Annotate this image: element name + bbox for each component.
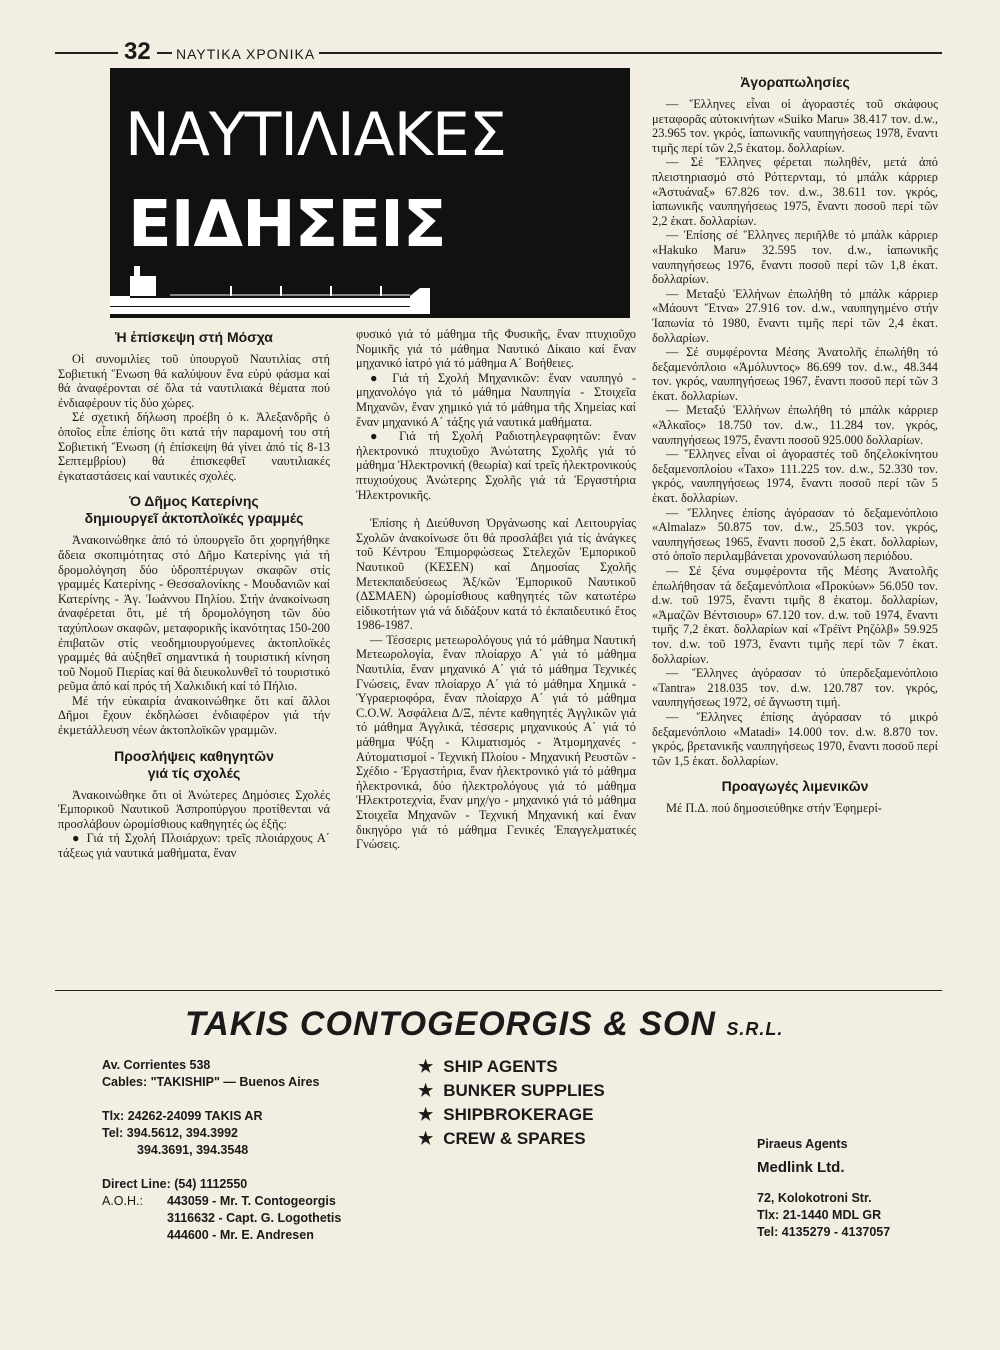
heading-katerini-line2: δημιουργεῖ ἀκτοπλοϊκές γραμμές (84, 510, 304, 527)
star-icon: ★ (418, 1081, 434, 1100)
heading-katerini-line1: Ὁ Δῆμος Κατερίνης (129, 493, 259, 510)
ad-service-label: BUNKER SUPPLIES (443, 1081, 605, 1100)
ad-company-name (185, 1005, 783, 1044)
star-icon: ★ (418, 1057, 434, 1076)
heading-katerini (58, 493, 330, 527)
ad-telephone1: Tel: 394.5612, 394.3992 (102, 1126, 238, 1140)
paragraph: — Ἕλληνες ἀγόρασαν τό ὑπερδεξαμενόπλοιο «Tantra» 218.035 τον. d.w. 120.787 τον. γκρός, ναυπηγήσεως 1972, σέ ἄγνωστη τιμή. (652, 666, 938, 710)
ad-service-item (418, 1079, 605, 1103)
ad-address-line2: Cables: "TAKISHIP" — Buenos Aires (102, 1075, 320, 1089)
bullet-paragraph: ● Γιά τή Σχολή Ραδιοτηλεγραφητῶν: ἕναν ἠλεκτρονικό πτυχιοῦχο Ἀνώτατης Σχολῆς γιά τό μάθημα Ἠλεκτρονική (θεωρία) καί τρεῖς ἠλεκτρονικούς πτυχιούχους Ἀνώτερης Σχολῆς γιά τά Ἐργαστήρια Ἠλεκτρονικῆς. (356, 429, 636, 502)
heading-teachers-line2: γιά τίς σχολές (147, 764, 241, 781)
ad-direct-line: Direct Line: (54) 1112550 (102, 1177, 248, 1191)
tanker-icon (110, 218, 630, 318)
ad-aoh-contact3: 444600 - Mr. E. Andresen (167, 1228, 314, 1242)
paragraph: — Ἕλληνες ἐπίσης ἀγόρασαν τό δεξαμενόπλοιο «Almalaz» 50.875 τον. d.w., 25.503 τον. γκρός, ναυπηγήσεως 1965, ἔναντι ποσοῦ 2,5 ἑκατ. δολλαρίων, στό ὁποῖο περιλαμβάνεται χρονοναύλωση περιόδου. (652, 505, 938, 564)
banner-line2: ΕΙΔΗΣΕΙΣ (128, 188, 446, 262)
paragraph: φυσικό γιά τό μάθημα τῆς Φυσικῆς, ἕναν πτυχιοῦχο Νομικῆς γιά τό μάθημα Ναυτικό Δίκαιο καί ἕναν μηχανικό ἰατρό γιά τό μάθημα Α΄ Βοήθειες. (356, 327, 636, 371)
paragraph: — Σέ ξένα συμφέροντα τῆς Μέσης Ἀνατολῆς ἐπωλήθησαν τά δεξαμενόπλοια «Προκύων» 56.050 τον. d.w. τοῦ 1975, ἔναντι τιμῆς 8 ἑκατομ. δολλαρίων, «Ἀμαζῶν Βέντσιουρ» 67.120 τον. d.w. τοῦ 1974, ἔναντι τιμῆς 7,2 ἑκατ. δολλαρίων καί «Τρέϊντ Ρηζόλβ» 59.925 τον. d.w. τοῦ 1973, ἔναντι τιμῆς περί τῶν 7 ἑκατ. δολλαρίων. (652, 564, 938, 666)
paragraph: Μέ Π.Δ. πού δημοσιεύθηκε στήν Ἐφημερί- (666, 801, 882, 816)
paragraph: — Ἕλληνες εἶναι οἱ ἀγοραστές τοῦ σκάφους μεταφορᾶς αὐτοκινήτων «Suiko Maru» 38.417 τον. d.w., 23.965 τον. γκρός, ἰαπωνικῆς ναυπηγήσεως 1978, ἔναντι τιμῆς περί τῶν 2,5 ἑκατομ. δολλαρίων. (652, 97, 938, 155)
heading-promotions: Προαγωγές λιμενικῶν (721, 778, 869, 795)
bullet-paragraph: ● Γιά τή Σχολή Πλοιάρχων: τρεῖς πλοιάρχους Α΄ τάξεως γιά ναυτικά μαθήματα, ἕναν (58, 831, 330, 860)
ad-service-label: CREW & SPARES (443, 1129, 586, 1148)
paragraph: Ἀνακοινώθηκε ἀπό τό ὑπουργεῖο ὅτι χορηγήθηκε ἄδεια σκοπιμότητας στό Δῆμο Κατερίνης γιά τή δρομολόγηση δύο ὑδροπτέρυγων σκαφῶν στίς γραμμές Κατερίνης - Θεσσαλονίκης - Μουδανιῶν καί Κατερίνης - Ἁγ. Ἰωάννου Πηλίου. Στήν ἀνακοίνωση ἀναφέρεται ὅτι, μέ τή δρομολόγηση τῶν δύο ταχύπλοων σκαφῶν, μεταφορικῆς ἱκανότητας 150-200 ἐπιβατῶν στίς νεοδημιουργούμενες ἀκτοπλοϊκές γραμμές θά αὐξηθεῖ σημαντικά ἡ τουριστική κίνηση τοῦ Νομοῦ Πιερίας καί θά διευκολυνθεῖ τό τουριστικό ρεῦμα ἀπό καί πρός τή Χαλκιδική καί τό Πήλιο. (58, 533, 330, 694)
page-number: 32 (118, 38, 157, 66)
paragraph: Οἱ συνομιλίες τοῦ ὑπουργοῦ Ναυτιλίας στή Σοβιετική Ἕνωση θά καλύψουν ἕνα εὐρύ φάσμα καί θά ἀναφέρονται σέ ὅλα τά ναυτιλιακά θέματα πού ἐνδιαφέρουν τίς δύο χώρες. (58, 352, 330, 410)
paragraph: — Σέ Ἕλληνες φέρεται πωληθέν, μετά ἀπό πλειστηριασμό στό Ρόττερνταμ, τό μπάλκ κάρριερ «Ἀστυάναξ» 67.826 τον. d.w., 38.611 τον. γκρός, ἰαπωνικῆς ναυπηγήσεως 1975, ἔναντι ποσοῦ περί τῶν 2,2 ἑκατ. δολλαρίων. (652, 155, 938, 228)
paragraph: — Μεταξύ Ἑλλήνων ἐπωλήθη τό μπάλκ κάρριερ «Ἀλκαῖος» 18.750 τον. d.w., 11.284 τον. γκρός, ναυπηγήσεως 1975, ἔναντι ποσοῦ 925.000 δολλαρίων. (652, 403, 938, 447)
ad-agents-label: Piraeus Agents (757, 1137, 848, 1151)
ad-service-label: SHIPBROKERAGE (443, 1105, 594, 1124)
ad-agent-name: Medlink Ltd. (757, 1159, 845, 1176)
ad-aoh-row (102, 1193, 341, 1210)
column-1 (58, 323, 330, 861)
paragraph: Ἐπίσης ἡ Διεύθυνση Ὀργάνωσης καί Λειτουργίας Σχολῶν ἀνακοίνωσε ὅτι θά προσλάβει γιά τίς ἀνάγκες τοῦ Κέντρου Ἐπιμορφώσεως Στελεχῶν Ἐμπορικοῦ Ναυτικοῦ (ΚΕΣΕΝ) καί Δημοσίας Σχολῆς Μετεκπαιδεύσεως Ἀξ/κῶν Ἐμπορικοῦ Ναυτικοῦ (ΔΣΜΑΕΝ) ὡρομίσθιους καθηγητές τῶν κατωτέρω εἰδικοτήτων γιά νά διδάξουν κατά τό ἐκπαιδευτικό ἔτος 1986-1987. (356, 516, 636, 633)
paragraph: — Σέ συμφέροντα Μέσης Ἀνατολῆς ἐπωλήθη τό δεξαμενόπλοιο «Ἀμόλυντος» 86.699 τον. d.w., 48.344 τον. γκρός, ναυπηγήσεως 1967, ἔναντι ποσοῦ περί τῶν 3 ἑκατ. δολλαρίων. (652, 345, 938, 403)
ad-service-item (418, 1055, 605, 1079)
ad-service-item (418, 1103, 605, 1127)
ad-service-label: SHIP AGENTS (443, 1057, 558, 1076)
star-icon: ★ (418, 1129, 434, 1148)
ad-title-text: TAKIS CONTOGEORGIS & SON (185, 1005, 716, 1043)
ad-telephone2: 394.3691, 394.3548 (137, 1143, 249, 1157)
banner-line1: ΝΑΥΤΙΛΙΑΚΕΣ (125, 100, 506, 170)
bullet-paragraph: ● Γιά τή Σχολή Μηχανικῶν: ἕναν ναυπηγό - μηχανολόγο γιά τό μάθημα Ναυπηγία - Στοιχεῖα Μηχανῶν, ἕναν χημικό γιά τό μάθημα τῆς Χημείας καί ἕναν μηχανικό Α΄ τάξης γιά ναυτικά μαθήματα. (356, 371, 636, 429)
ad-service-item (418, 1127, 605, 1151)
paragraph: — Μεταξύ Ἑλλήνων ἐπωλήθη τό μπάλκ κάρριερ «Μάουντ Ἔτνα» 27.916 τον. d.w., ναυπηγημένο στήν Ἰαπωνία τό 1980, ἔναντι τιμῆς περί τῶν 2,4 ἑκατ. δολλαρίων. (652, 286, 938, 345)
ad-address-line1: Av. Corrientes 538 (102, 1058, 211, 1072)
ad-agent-telex: Tlx: 21-1440 MDL GR (757, 1208, 882, 1222)
ad-title-suffix: S.R.L. (726, 1019, 784, 1039)
ad-agents-block (757, 1136, 890, 1241)
star-icon: ★ (418, 1105, 434, 1124)
heading-sales: Ἀγοραπωλησίες (740, 74, 850, 90)
paragraph: — Ἐπίσης σέ Ἕλληνες περιῆλθε τό μπάλκ κάρριερ «Hakuko Maru» 32.595 τον. d.w., ἰαπωνικῆς ναυπηγήσεως 1976, ἔναντι ποσοῦ περί τῶν 1,8 ἑκατ. δολλαρίων. (652, 228, 938, 287)
ad-services-list (418, 1055, 605, 1151)
ad-aoh-contact1: 443059 - Mr. T. Contogeorgis (167, 1194, 336, 1208)
paragraph: — Ἕλληνες εἶναι οἱ ἀγοραστές τοῦ δηζελοκίνητου δεξαμενοπλοίου «Taxo» 111.225 τον. d.w., 52.330 τον. γκρός, ναυπηγήσεως 1974, ἔναντι ποσοῦ περί τῶν 5 ἑκατ. δολλαρίων. (652, 447, 938, 506)
ad-agent-telephone: Tel: 4135279 - 4137057 (757, 1225, 891, 1239)
paragraph: Σέ σχετική δήλωση προέβη ὁ κ. Ἀλεξανδρῆς ὁ ὁποῖος εἶπε ἐπίσης ὅτι κατά τήν παραμονή του στή Σοβιετική Ἕνωση (ἡ ἐπίσκεψη θά γίνει ἀπό τίς 8-13 Σεπτεμβρίου) θά ἐπισκεφθεῖ ναυτιλιακές ἐγκαταστάσεις καί ναυτικές σχολές. (58, 410, 330, 483)
ad-contact-block (102, 1057, 341, 1244)
column-3 (652, 74, 938, 816)
heading-moscow-visit: Ἡ ἐπίσκεψη στή Μόσχα (115, 329, 273, 345)
heading-teachers-line1: Προσλήψεις καθηγητῶν (114, 747, 274, 764)
paragraph: Μέ τήν εὐκαιρία ἀνακοινώθηκε ὅτι καί ἄλλοι Δῆμοι ἔχουν ἐκδηλώσει ἐνδιαφέρον γιά τήν ἐκμετάλλευση νέων ἀκτοπλοϊκῶν γραμμῶν. (58, 693, 330, 738)
heading-teachers (58, 748, 330, 782)
paragraph: — Ἕλληνες ἐπίσης ἀγόρασαν τό μικρό δεξαμενόπλοιο «Matadi» 14.000 τον. d.w. 8.870 τον. γκρός, βρετανικῆς ναυπηγήσεως 1970, ἔναντι ποσοῦ περί τῶν 1,5 ἑκατ. δολλαρίων. (652, 709, 938, 768)
paragraph: — Τέσσερις μετεωρολόγους γιά τό μάθημα Ναυτική Μετεωρολογία, ἕναν πλοίαρχο Α΄ γιά τό μάθημα Ναυτιλία, ἕναν μηχανικό Α΄ γιά τό μάθημα Τεχνικές Γνώσεις, ἕναν πλοίαρχο Α΄ γιά τό μάθημα Χημικά - Ὑγραεριοφόρα, ἕναν πλοίαρχο Α΄ γιά τό μάθημα C.O.W. Ἀσφάλεια Δ/Ξ, πέντε καθηγητές Ἀγγλικῶν γιά τό μάθημα Ἀγγλικά, τέσσερις μηχανικούς Α΄ γιά τό μάθημα Ψύξη - Κλιματισμός - Ἀτμομηχανές - Αὐτοματισμοί - Τεχνική Πλοίου - Μηχανική Ρευστῶν - Σχέδιο - Ἐργαστήρια, ἕναν ἠλεκτρονικό γιά τό μάθημα ἠλεκτρονικά, δύο ἠλεκτρολόγους γιά τό μάθημα Ἠλεκτροτεχνία, ἕναν μηχ/γο - μηχανικό γιά τό μάθημα Στοιχεῖα Μηχανῶν - Τεχνική Μηχανική καί ἕναν δικηγόρο γιά τό μάθημα Γενικές Ἐπαγγελματικές Γνώσεις. (356, 632, 636, 852)
ad-divider (55, 990, 942, 991)
ad-agent-address: 72, Kolokotroni Str. (757, 1191, 872, 1205)
ad-telex: Tlx: 24262-24099 TAKIS AR (102, 1109, 263, 1123)
ad-aoh-contact2: 3116632 - Capt. G. Logothetis (167, 1211, 342, 1225)
column-2 (356, 327, 636, 852)
section-banner (110, 68, 630, 318)
paragraph: Ἀνακοινώθηκε ὅτι οἱ Ἀνώτερες Δημόσιες Σχολές Ἐμπορικοῦ Ναυτικοῦ Ἀσπροπύργου προτίθενται νά προσλάβουν ὡρομίσθιους καθηγητές ὡς ἑξῆς: (58, 787, 330, 831)
ad-aoh-label: A.O.H.: (102, 1194, 143, 1208)
magazine-title: ΝΑΥΤΙΚΑ ΧΡΟΝΙΚΑ (172, 46, 319, 62)
